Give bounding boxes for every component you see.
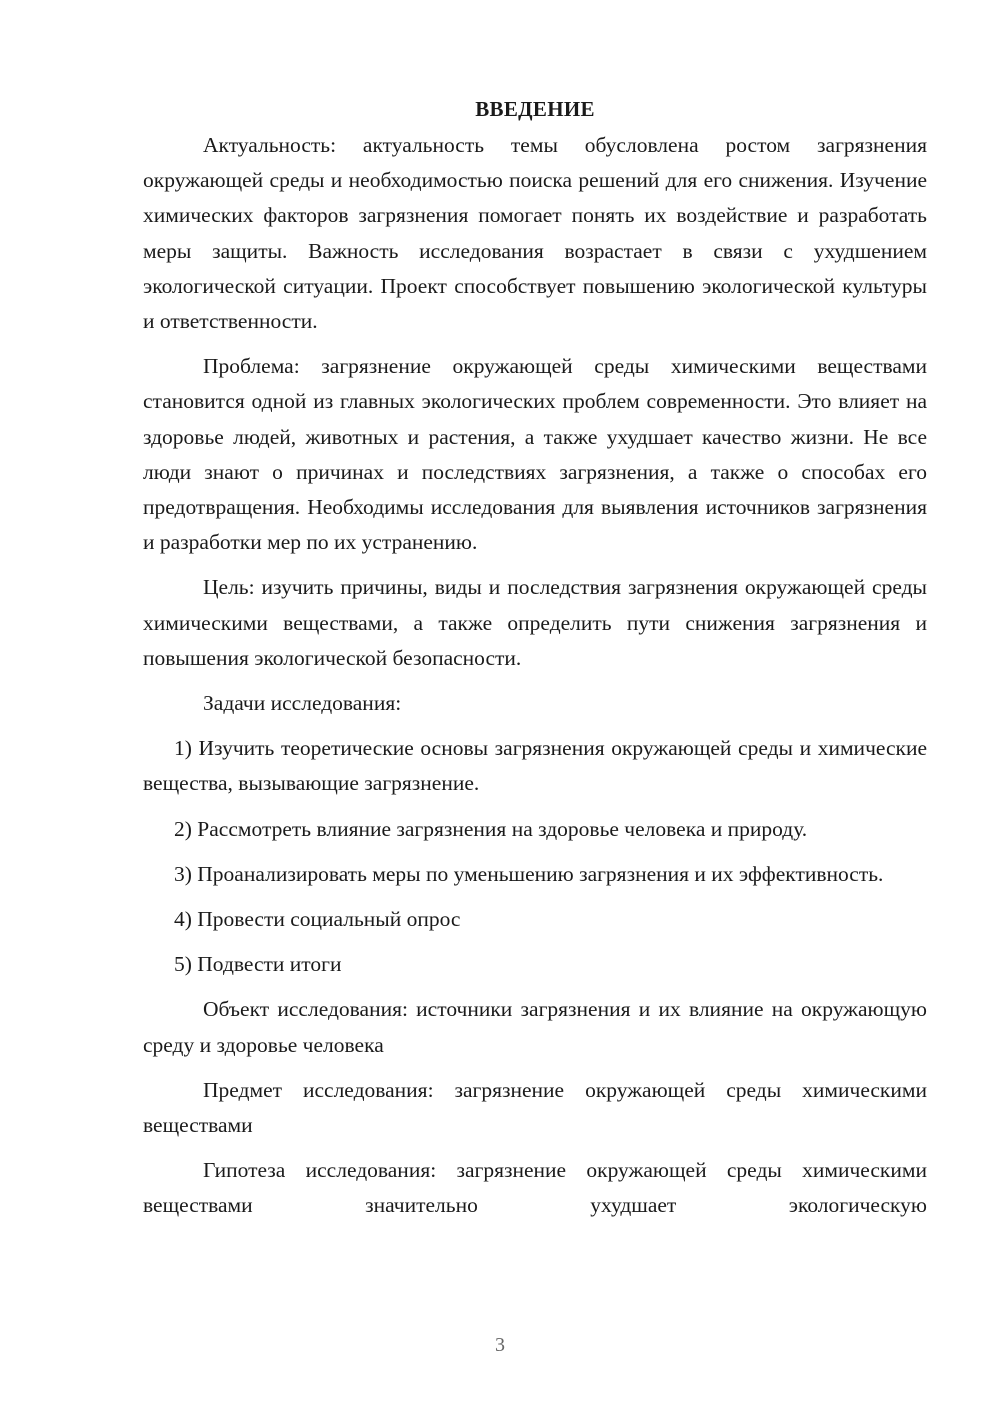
paragraph-goal: Цель: изучить причины, виды и последствия загрязнения окружающей среды химическими веществами, а также определить пути снижения загрязнения и повышения экологической безопасности. — [143, 575, 927, 670]
task-item-4: 4) Провести социальный опрос — [174, 907, 461, 932]
section-title: ВВЕДЕНИЕ — [475, 97, 595, 121]
tasks-heading: Задачи исследования: — [203, 691, 402, 716]
page-number: 3 — [495, 1334, 505, 1356]
paragraph-object: Объект исследования: источники загрязнения и их влияние на окружающую среду и здоровье человека — [143, 997, 927, 1057]
task-item-5: 5) Подвести итоги — [174, 952, 342, 977]
task-item-3: 3) Проанализировать меры по уменьшению загрязнения и их эффективность. — [174, 861, 884, 886]
paragraph-problem: Проблема: загрязнение окружающей среды химическими веществами становится одной из главных экологических проблем современности. Это влияет на здоровье людей, животных и растения, а также ухудшает качество жизни. Не все люди знают о причинах и последствиях загрязнения, а также о способах его предотвращения. Необходимы исследования для выявления источников загрязнения и разработки мер по их устранению. — [143, 354, 927, 555]
paragraph-relevance: Актуальность: актуальность темы обусловлена ростом загрязнения окружающей среды и необходимостью поиска решений для его снижения. Изучение химических факторов загрязнения помогает понять их воздействие и разработать меры защиты. Важность исследования возрастает в связи с ухудшением экологической ситуации. Проект способствует повышению экологической культуры и ответственности. — [143, 133, 927, 334]
task-item-1: 1) Изучить теоретические основы загрязнения окружающей среды и химические вещества, вызывающие загрязнение. — [143, 736, 927, 796]
paragraph-subject: Предмет исследования: загрязнение окружающей среды химическими веществами — [143, 1077, 927, 1138]
document-page — [143, 92, 927, 1322]
task-item-2: 2) Рассмотреть влияние загрязнения на здоровье человека и природу. — [174, 816, 808, 841]
paragraph-hypothesis: Гипотеза исследования: загрязнение окружающей среды химическими веществами значительно ухудшает экологическую — [143, 1158, 927, 1218]
